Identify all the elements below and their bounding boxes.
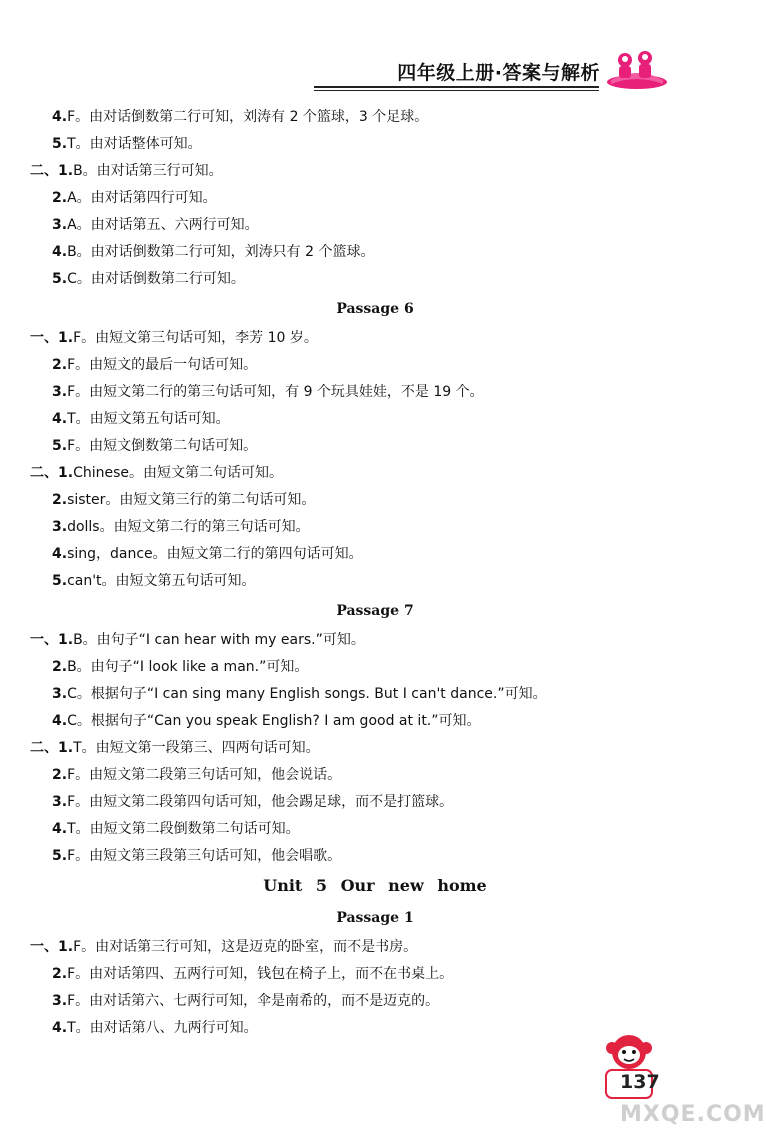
answer-line: 一、1.F。由对话第三行可知，这是迈克的卧室，而不是书房。 [30, 939, 418, 955]
answer-line: 5.can't。由短文第五句话可知。 [52, 573, 256, 589]
answer-line: 4.sing，dance。由短文第二行的第四句话可知。 [52, 546, 363, 562]
header-title: 四年级上册·答案与解析 [397, 62, 600, 84]
answer-line: 2.A。由对话第四行可知。 [52, 190, 217, 206]
answer-line: 2.sister。由短文第三行的第二句话可知。 [52, 492, 316, 508]
answer-line: 5.F。由短文倒数第二句话可知。 [52, 438, 258, 454]
reading-children-logo-icon [603, 46, 671, 90]
passage-heading: Passage 6 [336, 301, 414, 317]
answer-line: 5.C。由对话倒数第二行可知。 [52, 271, 245, 287]
page-number: 137 [620, 1071, 660, 1093]
answer-line: 2.F。由短文第二段第三句话可知，他会说话。 [52, 767, 342, 783]
answer-line: 一、1.B。由句子“I can hear with my ears.”可知。 [30, 632, 365, 648]
answer-line: 2.B。由句子“I look like a man.”可知。 [52, 659, 309, 675]
answer-line: 二、1.B。由对话第三行可知。 [30, 163, 223, 179]
answer-line: 3.F。由短文第二段第四句话可知，他会踢足球，而不是打篮球。 [52, 794, 454, 810]
answer-line: 4.B。由对话倒数第二行可知，刘涛只有 2 个篮球。 [52, 244, 375, 260]
answer-line: 5.T。由对话整体可知。 [52, 136, 202, 152]
answer-line: 5.F。由短文第三段第三句话可知，他会唱歌。 [52, 848, 342, 864]
answer-line: 4.F。由对话倒数第二行可知，刘涛有 2 个篮球，3 个足球。 [52, 109, 429, 125]
answer-line: 4.T。由短文第二段倒数第二句话可知。 [52, 821, 300, 837]
passage-heading: Passage 7 [336, 603, 414, 619]
answer-line: 一、1.F。由短文第三句话可知，李芳 10 岁。 [30, 330, 318, 346]
header-rule-thin [314, 90, 599, 91]
answer-line: 3.F。由对话第六、七两行可知，伞是南希的，而不是迈克的。 [52, 993, 440, 1009]
page-header [300, 52, 620, 92]
answer-line: 3.dolls。由短文第二行的第三句话可知。 [52, 519, 310, 535]
answer-content [0, 104, 750, 1042]
answer-line: 2.F。由短文的最后一句话可知。 [52, 357, 258, 373]
answer-line: 3.F。由短文第二行的第三句话可知，有 9 个玩具娃娃，不是 19 个。 [52, 384, 484, 400]
watermark: MXQE.COM [620, 1102, 766, 1127]
answer-line: 二、1.Chinese。由短文第二句话可知。 [30, 465, 283, 481]
answer-line: 4.C。根据句子“Can you speak English? I am good at it.”可知。 [52, 713, 481, 729]
answer-line: 4.T。由短文第五句话可知。 [52, 411, 230, 427]
answer-line: 4.T。由对话第八、九两行可知。 [52, 1020, 258, 1036]
answer-line: 2.F。由对话第四、五两行可知，钱包在椅子上，而不在书桌上。 [52, 966, 454, 982]
answer-line: 二、1.T。由短文第一段第三、四两句话可知。 [30, 740, 320, 756]
answer-line: 3.A。由对话第五、六两行可知。 [52, 217, 259, 233]
answer-line: 3.C。根据句子“I can sing many English songs. But I can't dance.”可知。 [52, 686, 547, 702]
passage-heading: Passage 1 [336, 910, 414, 926]
header-rule [314, 86, 599, 88]
unit-heading: Unit 5 Our new home [263, 876, 487, 895]
